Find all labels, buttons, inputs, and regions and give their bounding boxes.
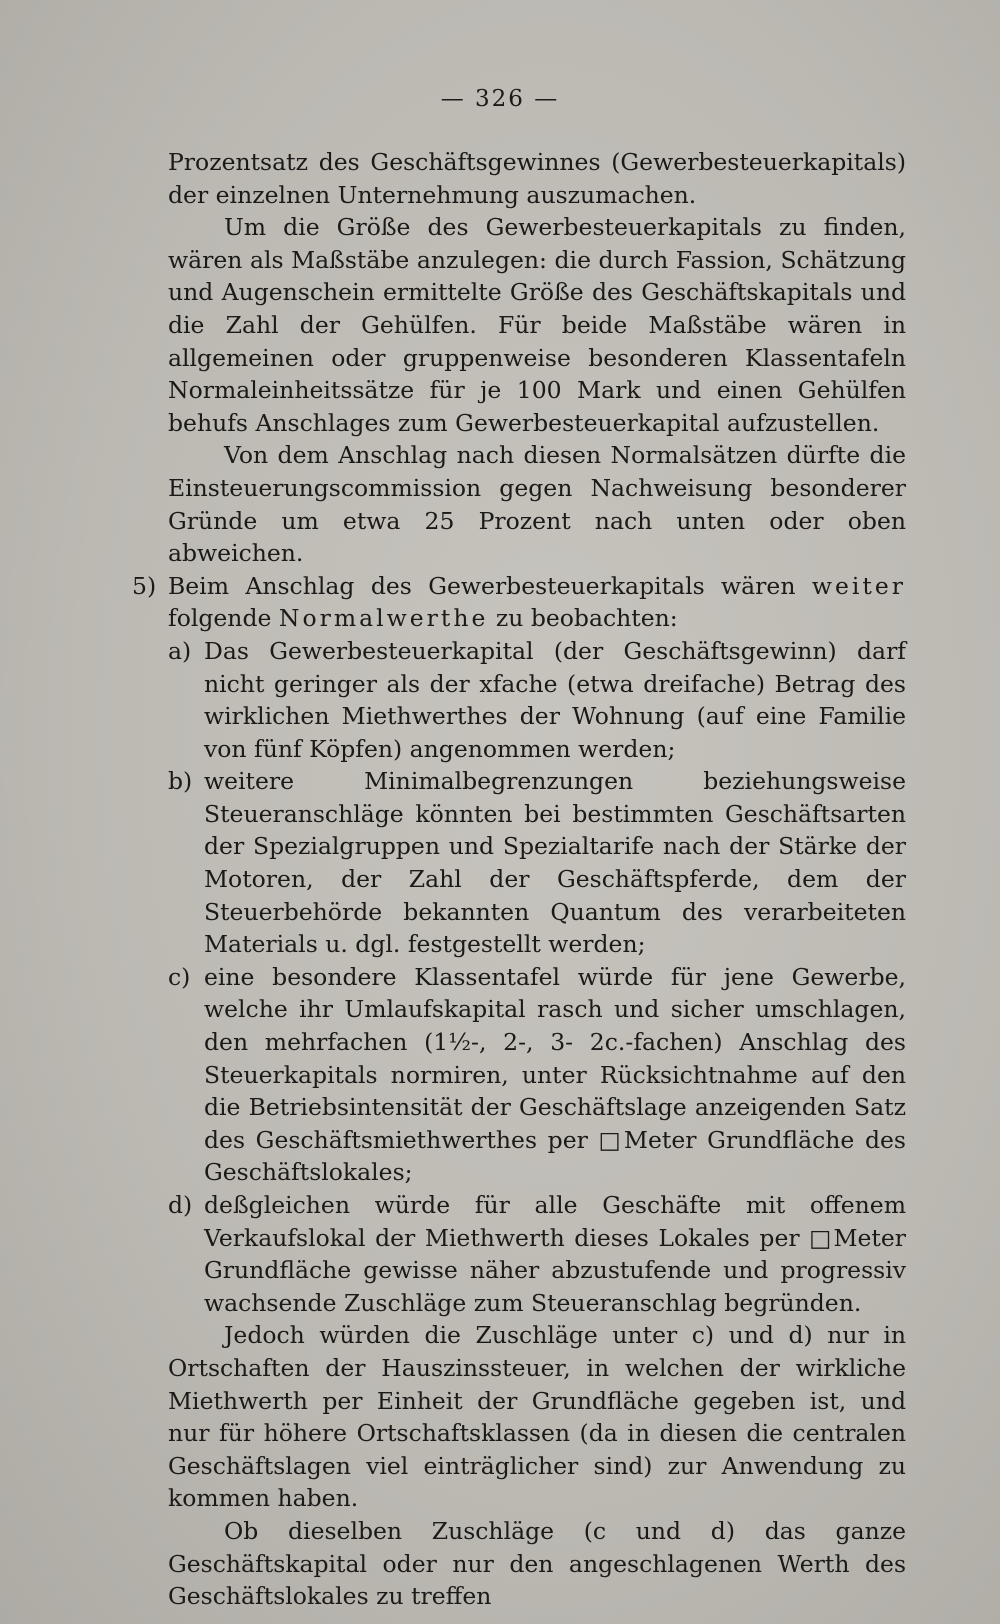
paragraph-3: Von dem Anschlag nach diesen Normalsätzen dürfte die Einsteuerungscommission gegen Nachweisung besonderer Gründe um etwa 25 Prozent nach unten oder oben abweichen. [168, 441, 906, 568]
sub-item-a [168, 635, 906, 765]
item-5-text [168, 570, 906, 635]
paragraph-2: Um die Größe des Gewerbesteuerkapitals zu finden, wären als Maßstäbe anzulegen: die durch Fassion, Schätzung und Augenschein ermittelte Größe des Geschäftskapitals und die Zahl der Gehülfen. Für beide Maßstäbe wären in allgemeinen oder gruppenweise besonderen Klassentafeln Normaleinheitssätze für je 100 Mark und einen Gehülfen behufs Anschlages zum Gewerbesteuerkapital aufzustellen. [168, 213, 906, 437]
item-number: 5) [132, 571, 157, 600]
paragraph-4: Jedoch würden die Zuschläge unter c) und d) nur in Ortschaften der Hauszinssteuer, in welchen der wirkliche Miethwerth per Einheit der Grundfläche gegeben ist, und nur für höhere Ortschaftsklassen (da in diesen die centralen Geschäftslagen viel einträglicher sind) zur Anwendung zu kommen haben. [168, 1321, 906, 1513]
item-5-text-c: zu beobachten: [488, 604, 678, 633]
item-5-text-a: Beim Anschlag des Gewerbesteuerkapitals wären [168, 571, 812, 600]
item-5-emphasis-normalwerthe: Normalwerthe [278, 604, 489, 633]
item-5-text-b: folgende [168, 604, 279, 633]
page-number: — 326 — [440, 86, 560, 112]
sub-item-text: Das Gewerbesteuerkapital (der Geschäftsgewinn) darf nicht geringer als der xfache (etwa dreifache) Betrag des wirklichen Miethwerthes der Wohnung (auf eine Familie von fünf Köpfen) angenommen werden; [204, 636, 906, 763]
sub-item-text: deßgleichen würde für alle Geschäfte mit offenem Verkaufslokal der Miethwerth dieses Lokales per □Meter Grundfläche gewisse näher abzustufende und progressiv wachsende Zuschläge zum Steueranschlag begründen. [204, 1191, 906, 1317]
sub-item-text: eine besondere Klassentafel würde für jene Gewerbe, welche ihr Umlaufskapital rasch und sicher umschlagen, den mehrfachen (1½-, 2-, 3- 2c.-fachen) Anschlag des Steuerkapitals normiren, unter Rücksichtnahme auf den die Betriebsintensität der Geschäftslage anzeigenden Satz des Geschäftsmiethwerthes per □Meter Grundfläche des Geschäftslokales; [204, 962, 906, 1187]
numbered-item-5 [132, 570, 906, 635]
sub-item-d [168, 1189, 906, 1319]
sub-item-mark: a) [168, 636, 192, 665]
sub-item-mark: d) [168, 1191, 193, 1219]
sub-item-b [168, 765, 906, 961]
sub-item-text: weitere Minimalbegrenzungen beziehungsweise Steueranschläge könnten bei bestimmten Geschäftsarten der Spezialgruppen und Spezialtarife nach der Stärke der Motoren, der Zahl der Geschäftspferde, dem der Steuerbehörde bekannten Quantum des verarbeiteten Materials u. dgl. festgestellt werden; [204, 767, 906, 959]
item-5-emphasis-weiter: weiter [811, 571, 906, 600]
sub-item-mark: c) [168, 962, 191, 991]
body-text [132, 146, 906, 1613]
sub-item-mark: b) [168, 767, 193, 796]
sub-item-c [168, 961, 906, 1189]
paragraph-1: Prozentsatz des Geschäftsgewinnes (Gewerbesteuerkapitals) der einzelnen Unternehmung auszumachen. [168, 148, 906, 209]
paragraph-5: Ob dieselben Zuschläge (c und d) das ganze Geschäftskapital oder nur den angeschlagenen Werth des Geschäftslokales zu treffen [168, 1516, 906, 1611]
